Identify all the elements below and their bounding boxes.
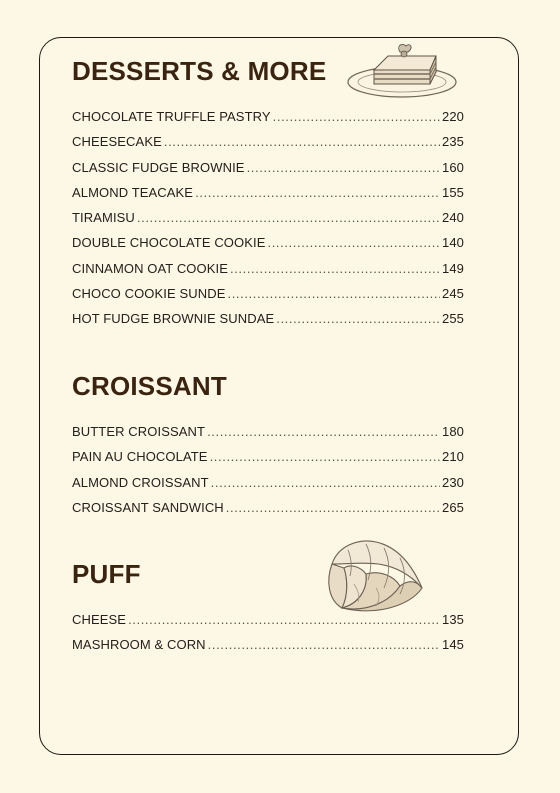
menu-item xyxy=(72,311,464,336)
dot-leader xyxy=(210,449,440,464)
item-name: CHEESECAKE xyxy=(72,134,162,150)
menu-item xyxy=(72,235,464,260)
item-price: 220 xyxy=(442,109,464,124)
dot-leader xyxy=(207,424,440,439)
item-name: CHOCOLATE TRUFFLE PASTRY xyxy=(72,109,271,124)
menu-item xyxy=(72,637,464,662)
dot-leader xyxy=(128,612,440,627)
dot-leader xyxy=(230,261,440,276)
item-name: PAIN AU CHOCOLATE xyxy=(72,449,208,465)
menu-item xyxy=(72,475,464,500)
item-price: 255 xyxy=(442,311,464,327)
item-name: DOUBLE CHOCOLATE COOKIE xyxy=(72,235,266,251)
section-title-puff: PUFF xyxy=(72,559,141,589)
menu-item xyxy=(72,286,464,311)
item-name: CHEESE xyxy=(72,612,127,627)
menu-item xyxy=(72,449,464,474)
item-price: 210 xyxy=(442,449,464,465)
item-name: ALMOND CROISSANT xyxy=(72,474,209,490)
item-price: 155 xyxy=(442,184,464,200)
menu-item xyxy=(72,612,464,637)
desserts-menu-list xyxy=(72,109,464,337)
dot-leader xyxy=(227,286,440,301)
item-price: 230 xyxy=(442,474,464,490)
item-price: 180 xyxy=(442,424,464,439)
dot-leader xyxy=(195,185,440,200)
dot-leader xyxy=(276,311,440,326)
dot-leader xyxy=(247,160,440,175)
item-price: 160 xyxy=(442,159,464,175)
item-name: MASHROOM & CORN xyxy=(72,637,206,653)
dot-leader xyxy=(211,475,440,490)
section-title-desserts: DESSERTS & MORE xyxy=(72,56,327,86)
menu-item xyxy=(72,424,464,449)
dot-leader xyxy=(226,500,440,515)
menu-item xyxy=(72,185,464,210)
menu-item xyxy=(72,261,464,286)
croissant-icon xyxy=(318,534,430,614)
cake-slice-on-plate-icon xyxy=(344,40,460,102)
menu-item xyxy=(72,500,464,525)
menu-item xyxy=(72,109,464,134)
menu-item xyxy=(72,160,464,185)
item-price: 140 xyxy=(442,235,464,251)
dot-leader xyxy=(164,134,440,149)
puff-menu-list xyxy=(72,612,464,663)
item-price: 265 xyxy=(442,499,464,515)
dot-leader xyxy=(268,235,441,250)
item-price: 135 xyxy=(442,612,464,627)
croissant-menu-list xyxy=(72,424,464,525)
item-name: HOT FUDGE BROWNIE SUNDAE xyxy=(72,311,275,327)
dot-leader xyxy=(208,637,440,652)
dot-leader xyxy=(137,210,440,225)
item-price: 245 xyxy=(442,286,464,302)
item-name: CINNAMON OAT COOKIE xyxy=(72,260,228,276)
item-name: CHOCO COOKIE SUNDE xyxy=(72,286,226,302)
item-price: 240 xyxy=(442,210,464,226)
item-name: BUTTER CROISSANT xyxy=(72,424,206,439)
menu-item xyxy=(72,210,464,235)
item-price: 145 xyxy=(442,637,464,653)
dot-leader xyxy=(273,109,440,124)
item-name: CLASSIC FUDGE BROWNIE xyxy=(72,159,245,175)
item-name: CROISSANT SANDWICH xyxy=(72,499,224,515)
item-price: 149 xyxy=(442,260,464,276)
menu-item xyxy=(72,134,464,159)
item-name: ALMOND TEACAKE xyxy=(72,184,194,200)
item-name: TIRAMISU xyxy=(72,210,135,226)
item-price: 235 xyxy=(442,134,464,150)
section-title-croissant: CROISSANT xyxy=(72,371,227,401)
